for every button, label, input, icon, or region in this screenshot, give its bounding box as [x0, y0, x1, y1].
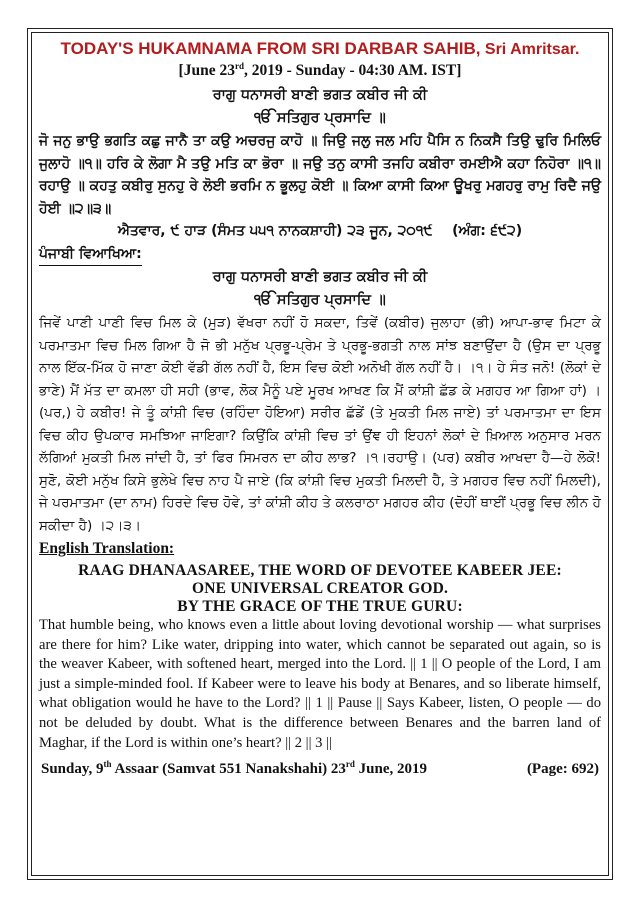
english-heading-raag: RAAG DHANAASAREE, THE WORD OF DEVOTEE KABEER JEE:: [78, 562, 562, 579]
date-text-rest: , 2019 - Sunday - 04:30 AM. IST]: [243, 62, 462, 79]
ang-number: (ਅੰਗ: ੬੯੨): [452, 223, 523, 239]
gurbani-mool-mantar: ੴ ਸਤਿਗੁਰ ਪ੍ਰਸਾਦਿ ॥: [254, 110, 386, 126]
footer-samvat: Assaar (Samvat 551 Nanakshahi) 23: [111, 761, 346, 778]
hukamnama-document: [39, 38, 601, 779]
vyakhya-label: ਪੰਜਾਬੀ ਵਿਆਖਿਆ:: [39, 243, 142, 267]
footer-page-number: (Page: 692): [526, 761, 599, 778]
title-place: Sri Amritsar.: [480, 41, 580, 58]
english-translation-label: English Translation:: [39, 540, 175, 557]
footer-day-suffix: th: [103, 759, 112, 770]
vyakhya-mool-mantar: ੴ ਸਤਿਗੁਰ ਪ੍ਰਸਾਦਿ ॥: [254, 292, 386, 308]
footer-date-line: [39, 759, 601, 779]
gurbani-raag: ਰਾਗੁ ਧਨਾਸਰੀ ਬਾਣੀ ਭਗਤ ਕਬੀਰ ਜੀ ਕੀ: [212, 87, 428, 103]
title-main: TODAY'S HUKAMNAMA FROM SRI DARBAR SAHIB,: [60, 39, 481, 58]
footer-date: [41, 759, 427, 779]
date-line: [39, 61, 601, 80]
vyakhya-label-row: [39, 243, 601, 267]
english-translation-body: That humble being, who knows even a little about loving devotional worship — what surprises are there for him? Like water, dripping into water, which cannot be separated out again, so is the weaver Kabeer, with softened heart, merged into the Lord. || 1 || O people of the Lord, I am just a simple-minded fool. If Kabeer were to leave his body at Benares, and so liberate himself, what obligation would he have to the Lord? || 1 || Pause || Says Kabeer, listen, O people — do not be deluded by doubt. What is the difference between Benares and the barren land of Maghar, if the Lord is within one’s heart? || 2 || 3 ||: [39, 617, 601, 751]
gurbani-date-line: [39, 220, 601, 243]
english-heading-grace: BY THE GRACE OF THE TRUE GURU:: [177, 598, 463, 615]
vyakhya-raag: ਰਾਗੁ ਧਨਾਸਰੀ ਬਾਣੀ ਭਗਤ ਕਬੀਰ ਜੀ ਕੀ: [212, 269, 428, 285]
footer-day: Sunday, 9: [41, 761, 104, 778]
date-suffix: rd: [234, 60, 244, 71]
footer-date-suffix: rd: [345, 759, 355, 770]
footer-month-year: June, 2019: [354, 761, 428, 778]
vyakhya-text: ਜਿਵੇਂ ਪਾਣੀ ਪਾਣੀ ਵਿਚ ਮਿਲ ਕੇ (ਮੁੜ) ਵੱਖਰਾ ਨਹੀਂ ਹੋ ਸਕਦਾ, ਤਿਵੇਂ (ਕਬੀਰ) ਜੁਲਾਹਾ (ਭੀ) ਆਪਾ-ਭਾਵ ਮਿਟਾ ਕੇ ਪਰਮਾਤਮਾ ਵਿਚ ਮਿਲ ਗਿਆ ਹੈ ਜੋ ਭੀ ਮਨੁੱਖ ਪ੍ਰਭੂ-ਪ੍ਰੇਮ ਤੇ ਪ੍ਰਭੂ-ਭਗਤੀ ਨਾਲ ਸਾਂਝ ਬਣਾਉਂਦਾ ਹੈ (ਉਸ ਦਾ ਪ੍ਰਭੂ ਨਾਲ ਇੱਕ-ਮਿੱਕ ਹੋ ਜਾਣਾ ਕੋਈ ਵੱਡੀ ਗੱਲ ਨਹੀਂ ਹੈ, ਇਸ ਵਿਚ ਕੋਈ ਅਨੋਖੀ ਗੱਲ ਨਹੀਂ ਹੈ। ।੧। ਹੇ ਸੰਤ ਜਨੋ! (ਲੋਕਾਂ ਦੇ ਭਾਣੇ) ਮੈਂ ਮੱਤ ਦਾ ਕਮਲਾ ਹੀ ਸਹੀ (ਭਾਵ, ਲੋਕ ਮੈਨੂੰ ਪਏ ਮੂਰਖ ਆਖਣ ਕਿ ਮੈਂ ਕਾਂਸ਼ੀ ਛੱਡ ਕੇ ਮਗਹਰ ਆ ਗਿਆ ਹਾਂ) । (ਪਰ,) ਹੇ ਕਬੀਰ! ਜੇ ਤੂੰ ਕਾਂਸ਼ੀ ਵਿਚ (ਰਹਿੰਦਾ ਹੋਇਆ) ਸਰੀਰ ਛੱਡੇਂ (ਤੇ ਮੁਕਤੀ ਮਿਲ ਜਾਏ) ਤਾਂ ਪਰਮਾਤਮਾ ਦਾ ਇਸ ਵਿਚ ਕੀਹ ਉਪਕਾਰ ਸਮਝਿਆ ਜਾਇਗਾ? ਕਿਉਂਕਿ ਕਾਂਸ਼ੀ ਵਿਚ ਤਾਂ ਉਂਞ ਹੀ ਇਹਨਾਂ ਲੋਕਾਂ ਦੇ ਖ਼ਿਆਲ ਅਨੁਸਾਰ ਮਰਨ ਲੱਗਿਆਂ ਮੁਕਤੀ ਮਿਲ ਜਾਂਦੀ ਹੈ, ਤਾਂ ਫਿਰ ਸਿਮਰਨ ਦਾ ਕੀਹ ਲਾਭ? ।੧।ਰਹਾਉ। (ਪਰ) ਕਬੀਰ ਆਖਦਾ ਹੈ—ਹੇ ਲੋਕੋ! ਸੁਣੋ, ਕੋਈ ਮਨੁੱਖ ਕਿਸੇ ਭੁਲੇਖੇ ਵਿਚ ਨਾਹ ਪੈ ਜਾਏ (ਕਿ ਕਾਂਸ਼ੀ ਵਿਚ ਮੁਕਤੀ ਮਿਲਦੀ ਹੈ, ਤੇ ਮਗਹਰ ਵਿਚ ਨਹੀਂ ਮਿਲਦੀ), ਜੇ ਪਰਮਾਤਮਾ (ਦਾ ਨਾਮ) ਹਿਰਦੇ ਵਿਚ ਹੋਵੇ, ਤਾਂ ਕਾਂਸ਼ੀ ਕੀਹ ਤੇ ਕਲਰਾਠਾ ਮਗਹਰ ਕੀਹ (ਦੋਹੀਂ ਥਾਈਂ ਪ੍ਰਭੂ ਵਿਚ ਲੀਨ ਹੋ ਸਕੀਦਾ ਹੈ) ।੨।੩।: [39, 315, 601, 534]
page-title: [39, 38, 601, 61]
english-heading-creator: ONE UNIVERSAL CREATOR GOD.: [191, 580, 449, 597]
gurbani-text: ਜੋ ਜਨੁ ਭਾਉ ਭਗਤਿ ਕਛੁ ਜਾਨੈ ਤਾ ਕਉ ਅਚਰਜੁ ਕਾਹੋ ॥ ਜਿਉ ਜਲੁ ਜਲ ਮਹਿ ਪੈਸਿ ਨ ਨਿਕਸੈ ਤਿਉ ਢੁਰਿ ਮਿਲਿਓ ਜੁਲਾਹੋ ॥੧॥ ਹਰਿ ਕੇ ਲੋਗਾ ਮੈ ਤਉ ਮਤਿ ਕਾ ਭੋਰਾ ॥ ਜਉ ਤਨੁ ਕਾਸੀ ਤਜਹਿ ਕਬੀਰਾ ਰਮਈਐ ਕਹਾ ਨਿਹੋਰਾ ॥੧॥ ਰਹਾਉ ॥ ਕਹਤੁ ਕਬੀਰੁ ਸੁਨਹੁ ਰੇ ਲੋਈ ਭਰਮਿ ਨ ਭੂਲਹੁ ਕੋਈ ॥ ਕਿਆ ਕਾਸੀ ਕਿਆ ਊਖਰੁ ਮਗਹਰੁ ਰਾਮੁ ਰਿਦੈ ਜਉ ਹੋਈ ॥੨॥੩॥: [39, 133, 601, 217]
nanakshahi-date: ਐਤਵਾਰ, ੯ ਹਾੜ (ਸੰਮਤ ੫੫੧ ਨਾਨਕਸ਼ਾਹੀ) ੨੩ ਜੂਨ, ੨੦੧੯: [117, 223, 433, 239]
date-text: [June 23: [178, 62, 235, 79]
